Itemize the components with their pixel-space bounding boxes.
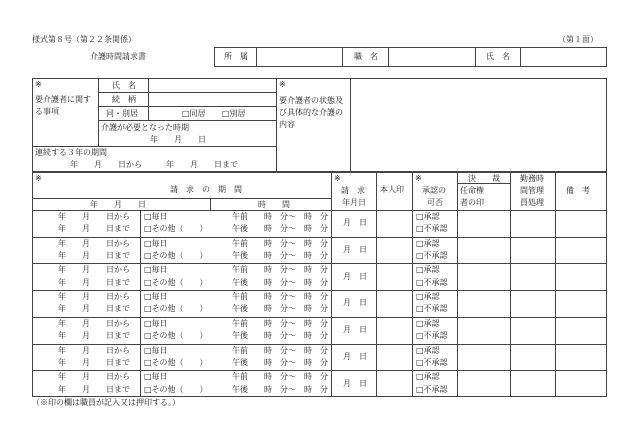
authority-header-2: 者の印 <box>460 198 484 207</box>
daily-checkbox[interactable]: □毎日 <box>144 292 168 302</box>
authority-seal-field[interactable] <box>458 264 509 289</box>
state-label: 要介護者の状態及 <box>279 96 343 105</box>
row-to-date[interactable]: 年 月 日まで <box>58 224 130 234</box>
state-field[interactable] <box>351 79 606 171</box>
state-label-2: び具体的な介護の <box>279 108 343 117</box>
daily-checkbox[interactable]: □毎日 <box>144 238 168 248</box>
authority-header: 任命権 <box>460 186 484 195</box>
dept-field[interactable] <box>257 48 341 66</box>
pm-time[interactable]: 午後 時 分～ 時 分 <box>232 384 328 394</box>
page-label: （第１面） <box>558 35 598 44</box>
work-time-field[interactable] <box>511 238 554 263</box>
care-start-label: 介護が必要となった時期 <box>101 123 189 132</box>
relation-label: 続 柄 <box>112 95 136 104</box>
remarks-field[interactable] <box>556 264 606 289</box>
reject-checkbox[interactable]: □不承認 <box>416 357 448 367</box>
other-checkbox[interactable]: □その他（ ） <box>144 357 208 367</box>
period-label: 連続する３年の期間 <box>35 148 107 157</box>
request-date-header-2: 年月日 <box>342 198 366 207</box>
subject-label: 要介護者に関す <box>35 95 91 104</box>
row-from-date[interactable]: 年 月 日から <box>58 238 130 248</box>
ymd-header: 年 月 日 <box>90 200 146 209</box>
other-checkbox[interactable]: □その他（ ） <box>144 331 208 341</box>
remarks-field[interactable] <box>556 291 606 316</box>
recipient-name-label: 氏 名 <box>112 81 136 90</box>
form-number: 様式第８号（第２２条関係） <box>32 35 136 44</box>
decision-header: 決 裁 <box>468 174 500 183</box>
am-time[interactable]: 午前 時 分～ 時 分 <box>232 292 328 302</box>
row-from-date[interactable]: 年 月 日から <box>58 318 130 328</box>
seal-field[interactable] <box>377 371 411 396</box>
seal-field[interactable] <box>377 238 411 263</box>
am-time[interactable]: 午前 時 分～ 時 分 <box>232 345 328 355</box>
work-time-field[interactable] <box>511 211 554 236</box>
work-time-field[interactable] <box>511 264 554 289</box>
name-label: 氏 名 <box>486 52 510 61</box>
request-date[interactable]: 月 日 <box>343 351 367 361</box>
asterisk-mark: ※ <box>415 174 422 183</box>
post-field[interactable] <box>389 48 474 66</box>
seal-field[interactable] <box>377 318 411 343</box>
approve-checkbox[interactable]: □承認 <box>416 345 440 355</box>
approve-checkbox[interactable]: □承認 <box>416 372 440 382</box>
request-date[interactable]: 月 日 <box>343 218 367 228</box>
row-from-date[interactable]: 年 月 日から <box>58 292 130 302</box>
seal-field[interactable] <box>377 211 411 236</box>
post-label: 職 名 <box>354 52 378 61</box>
recipient-name-field[interactable] <box>149 79 275 91</box>
authority-seal-field[interactable] <box>458 211 509 236</box>
request-date-header: 請 求 <box>341 186 365 195</box>
asterisk-mark: ※ <box>334 174 341 183</box>
daily-checkbox[interactable]: □毎日 <box>144 212 168 221</box>
approve-checkbox[interactable]: □承認 <box>416 265 440 275</box>
remarks-field[interactable] <box>556 318 606 343</box>
request-date[interactable]: 月 日 <box>343 271 367 281</box>
authority-seal-field[interactable] <box>458 291 509 316</box>
remarks-field[interactable] <box>556 238 606 263</box>
footnote: （※印の欄は職員が記入又は押印する。） <box>32 398 180 407</box>
daily-checkbox[interactable]: □毎日 <box>144 318 168 328</box>
reject-checkbox[interactable]: □不承認 <box>416 331 448 341</box>
period-value[interactable]: 年 月 日から 年 月 日まで <box>70 160 238 169</box>
am-time[interactable]: 午前 時 分～ 時 分 <box>232 238 328 248</box>
approve-checkbox[interactable]: □承認 <box>416 318 440 328</box>
request-date[interactable]: 月 日 <box>343 298 367 308</box>
care-start-date[interactable]: 年 月 日 <box>150 135 206 144</box>
approve-checkbox[interactable]: □承認 <box>416 292 440 302</box>
daily-checkbox[interactable]: □毎日 <box>144 265 168 275</box>
authority-seal-field[interactable] <box>458 371 509 396</box>
row-to-date[interactable]: 年 月 日まで <box>58 304 130 314</box>
approval-header: 承認の <box>422 186 446 195</box>
remarks-field[interactable] <box>556 345 606 370</box>
reject-checkbox[interactable]: □不承認 <box>416 224 448 234</box>
daily-checkbox[interactable]: □毎日 <box>144 345 168 355</box>
reject-checkbox[interactable]: □不承認 <box>416 304 448 314</box>
time-header: 時 間 <box>258 200 290 209</box>
asterisk-mark: ※ <box>35 174 42 183</box>
pm-time[interactable]: 午後 時 分～ 時 分 <box>232 251 328 261</box>
work-time-header-3: 員処理 <box>520 198 544 207</box>
subject-label-2: る事項 <box>35 107 59 116</box>
other-checkbox[interactable]: □その他（ ） <box>144 384 208 394</box>
am-time[interactable]: 午前 時 分～ 時 分 <box>232 318 328 328</box>
approval-header-2: 可否 <box>427 198 443 207</box>
other-checkbox[interactable]: □その他（ ） <box>144 251 208 261</box>
other-checkbox[interactable]: □その他（ ） <box>144 224 208 234</box>
request-date[interactable]: 月 日 <box>343 325 367 335</box>
am-time[interactable]: 午前 時 分～ 時 分 <box>232 265 328 275</box>
seal-field[interactable] <box>377 345 411 370</box>
authority-seal-field[interactable] <box>458 238 509 263</box>
row-from-date[interactable]: 年 月 日から <box>58 212 130 221</box>
seal-header: 本人印 <box>380 185 404 194</box>
request-period-header: 請 求 の 期 間 <box>170 185 242 194</box>
row-to-date[interactable]: 年 月 日まで <box>58 357 130 367</box>
relation-field[interactable] <box>149 93 275 105</box>
row-to-date[interactable]: 年 月 日まで <box>58 331 130 341</box>
authority-seal-field[interactable] <box>458 318 509 343</box>
seal-field[interactable] <box>377 264 411 289</box>
row-to-date[interactable]: 年 月 日まで <box>58 251 130 261</box>
asterisk-mark: ※ <box>35 80 42 89</box>
seal-field[interactable] <box>377 291 411 316</box>
remarks-header: 備 考 <box>566 186 590 195</box>
authority-seal-field[interactable] <box>458 345 509 370</box>
pm-time[interactable]: 午後 時 分～ 時 分 <box>232 357 328 367</box>
other-checkbox[interactable]: □その他（ ） <box>144 277 208 287</box>
living-label: 同・別居 <box>106 109 138 118</box>
approve-checkbox[interactable]: □承認 <box>416 238 440 248</box>
row-from-date[interactable]: 年 月 日から <box>58 372 130 382</box>
other-checkbox[interactable]: □その他（ ） <box>144 304 208 314</box>
remarks-field[interactable] <box>556 371 606 396</box>
reject-checkbox[interactable]: □不承認 <box>416 277 448 287</box>
state-label-3: 内容 <box>279 120 295 129</box>
work-time-header: 勤務時 <box>520 174 544 183</box>
pm-time[interactable]: 午後 時 分～ 時 分 <box>232 331 328 341</box>
am-time[interactable]: 午前 時 分～ 時 分 <box>232 372 328 382</box>
remarks-field[interactable] <box>556 211 606 236</box>
work-time-field[interactable] <box>511 291 554 316</box>
pm-time[interactable]: 午後 時 分～ 時 分 <box>232 304 328 314</box>
row-from-date[interactable]: 年 月 日から <box>58 345 130 355</box>
work-time-field[interactable] <box>511 371 554 396</box>
cohabit-checkbox[interactable]: □同居 <box>182 109 206 118</box>
dept-label: 所 属 <box>224 52 248 61</box>
reject-checkbox[interactable]: □不承認 <box>416 251 448 261</box>
request-date[interactable]: 月 日 <box>343 378 367 388</box>
daily-checkbox[interactable]: □毎日 <box>144 372 168 382</box>
work-time-field[interactable] <box>511 345 554 370</box>
am-time[interactable]: 午前 時 分～ 時 分 <box>232 212 328 221</box>
work-time-header-2: 間管理 <box>520 186 544 195</box>
request-date[interactable]: 月 日 <box>343 245 367 255</box>
pm-time[interactable]: 午後 時 分～ 時 分 <box>232 224 328 234</box>
asterisk-mark: ※ <box>279 80 286 89</box>
reject-checkbox[interactable]: □不承認 <box>416 384 448 394</box>
pm-time[interactable]: 午後 時 分～ 時 分 <box>232 277 328 287</box>
document-title: 介護時間請求書 <box>90 52 146 61</box>
row-from-date[interactable]: 年 月 日から <box>58 265 130 275</box>
row-to-date[interactable]: 年 月 日まで <box>58 277 130 287</box>
separate-checkbox[interactable]: □別居 <box>222 109 246 118</box>
name-field[interactable] <box>521 48 606 66</box>
work-time-field[interactable] <box>511 318 554 343</box>
approve-checkbox[interactable]: □承認 <box>416 212 440 221</box>
row-to-date[interactable]: 年 月 日まで <box>58 384 130 394</box>
